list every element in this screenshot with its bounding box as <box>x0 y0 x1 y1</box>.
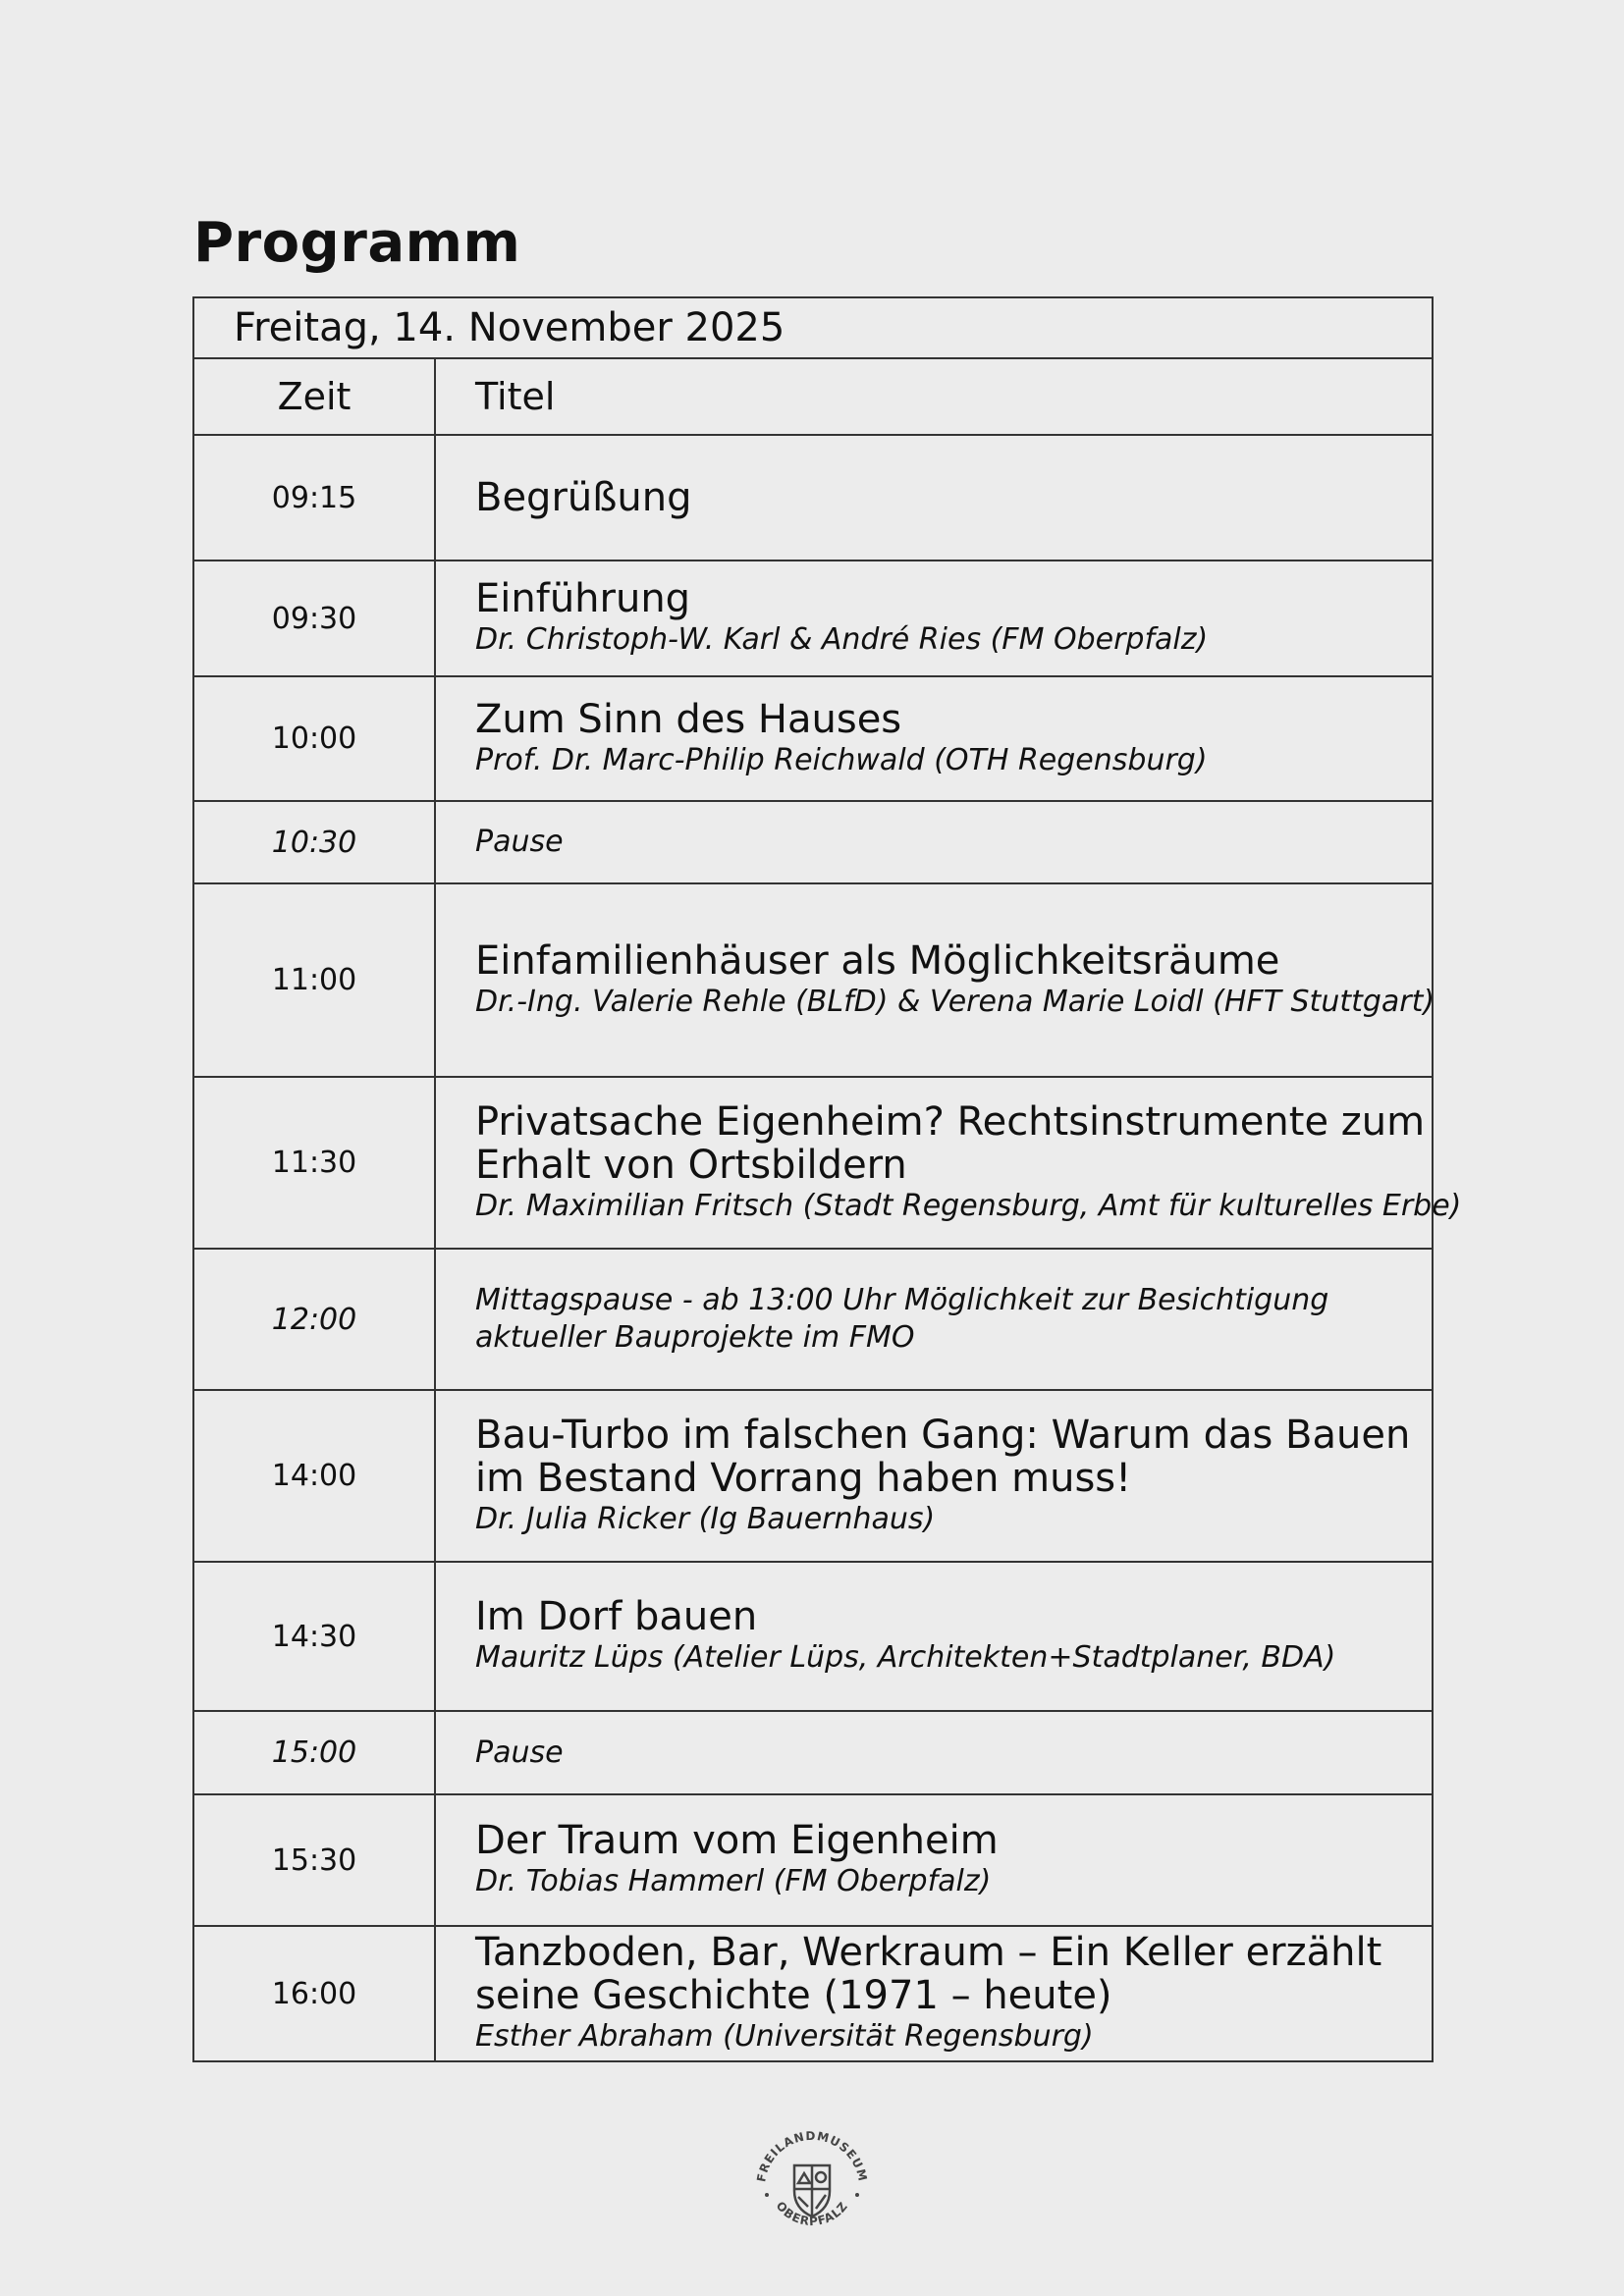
talk-title: Privatsache Eigenheim? Rechtsinstrumente zum Erhalt von Ortsbildern <box>475 1098 1426 1188</box>
row-content <box>435 1562 1433 1711</box>
column-header-title: Titel <box>435 358 1433 435</box>
table-row <box>193 561 1433 676</box>
talk-speaker: Dr. Christoph-W. Karl & André Ries (FM Oberpfalz) <box>475 622 1209 657</box>
row-content <box>435 561 1433 676</box>
pause-note: Pause <box>475 1735 564 1770</box>
page-title: Programm <box>193 211 521 275</box>
row-time: 11:00 <box>193 883 435 1077</box>
table-row <box>193 1390 1433 1562</box>
row-content <box>435 435 1433 561</box>
talk-speaker: Prof. Dr. Marc-Philip Reichwald (OTH Regensburg) <box>475 742 1208 777</box>
row-content <box>435 1390 1433 1562</box>
table-row <box>193 1249 1433 1390</box>
talk-speaker: Dr. Tobias Hammerl (FM Oberpfalz) <box>475 1864 992 1898</box>
talk-title: Einfamilienhäuser als Möglichkeitsräume <box>475 937 1280 984</box>
talk-title: Zum Sinn des Hauses <box>475 696 902 742</box>
table-row <box>193 801 1433 883</box>
talk-title: Einführung <box>475 576 691 621</box>
lunch-note: Mittagspause - ab 13:00 Uhr Möglichkeit zur Besichtigung aktueller Bauprojekte im FMO <box>475 1283 1329 1355</box>
talk-title: Tanzboden, Bar, Werkraum – Ein Keller erzählt seine Geschichte (1971 – heute) <box>475 1930 1382 2018</box>
talk-speaker: Dr.-Ing. Valerie Rehle (BLfD) & Verena Marie Loidl (HFT Stuttgart) <box>475 984 1435 1019</box>
row-content <box>435 676 1433 801</box>
row-content <box>435 801 1433 883</box>
talk-title: Der Traum vom Eigenheim <box>475 1818 999 1863</box>
table-row <box>193 676 1433 801</box>
row-time: 10:30 <box>193 801 435 883</box>
row-content <box>435 1711 1433 1794</box>
talk-speaker: Esther Abraham (Universität Regensburg) <box>475 2019 1094 2054</box>
row-content <box>435 883 1433 1077</box>
date-row <box>193 297 1433 358</box>
museum-logo <box>743 2118 881 2256</box>
row-time: 16:00 <box>193 1926 435 2061</box>
row-time: 10:00 <box>193 676 435 801</box>
row-time: 15:00 <box>193 1711 435 1794</box>
table-row <box>193 883 1433 1077</box>
row-content <box>435 1249 1433 1390</box>
table-row <box>193 1794 1433 1926</box>
row-time: 14:00 <box>193 1390 435 1562</box>
row-time: 14:30 <box>193 1562 435 1711</box>
talk-title: Bau-Turbo im falschen Gang: Warum das Bauen im Bestand Vorrang haben muss! <box>475 1412 1411 1501</box>
table-row <box>193 1926 1433 2061</box>
table-row <box>193 1077 1433 1249</box>
row-time: 09:15 <box>193 435 435 561</box>
talk-speaker: Dr. Maximilian Fritsch (Stadt Regensburg, Amt für kulturelles Erbe) <box>475 1188 1462 1223</box>
header-row <box>193 358 1433 435</box>
table-row <box>193 435 1433 561</box>
row-content <box>435 1926 1433 2061</box>
talk-speaker: Dr. Julia Ricker (Ig Bauernhaus) <box>475 1501 936 1536</box>
talk-title: Im Dorf bauen <box>475 1594 758 1639</box>
museum-crest-icon <box>743 2118 881 2256</box>
talk-title: Begrüßung <box>475 475 692 520</box>
logo-bottom-text: OBERPFALZ <box>773 2199 851 2229</box>
table-row <box>193 1711 1433 1794</box>
row-time: 11:30 <box>193 1077 435 1249</box>
pause-note: Pause <box>475 825 564 859</box>
column-header-time: Zeit <box>193 358 435 435</box>
logo-top-text: FREILANDMUSEUM <box>754 2128 870 2184</box>
row-time: 09:30 <box>193 561 435 676</box>
row-content <box>435 1794 1433 1926</box>
row-time: 12:00 <box>193 1249 435 1390</box>
row-content <box>435 1077 1462 1249</box>
table-row <box>193 1562 1433 1711</box>
schedule-date: Freitag, 14. November 2025 <box>193 297 1433 358</box>
row-time: 15:30 <box>193 1794 435 1926</box>
schedule-table <box>192 296 1462 2062</box>
talk-speaker: Mauritz Lüps (Atelier Lüps, Architekten+Stadtplaner, BDA) <box>475 1640 1336 1675</box>
